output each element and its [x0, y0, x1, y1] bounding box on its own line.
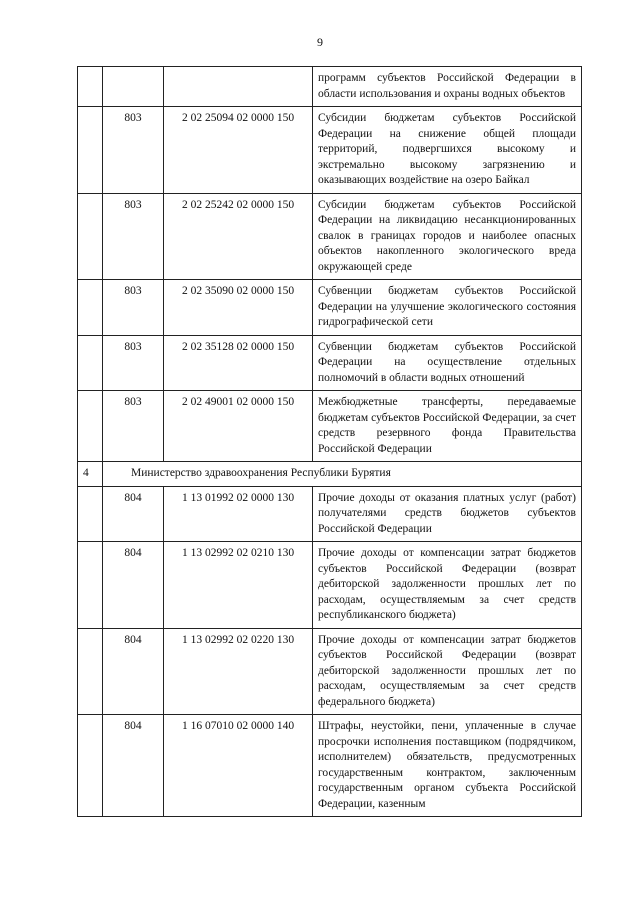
- table-body: [78, 67, 582, 817]
- budget-code-cell: 2 02 49001 02 0000 150: [164, 391, 313, 462]
- row-number-cell: [78, 335, 103, 391]
- income-name-cell: Субвенции бюджетам субъектов Российской Федерации на осуществление отдельных полномочий в области водных отношений: [313, 335, 582, 391]
- row-number-cell: [78, 193, 103, 280]
- table-row: [78, 107, 582, 194]
- section-number: 4: [78, 462, 103, 487]
- income-name-cell: программ субъектов Российской Федерации в области использования и охраны водных объектов: [313, 67, 582, 107]
- income-name-cell: Межбюджетные трансферты, передаваемые бюджетам субъектов Российской Федерации, за счет средств резервного фонда Правительства Российской Федерации: [313, 391, 582, 462]
- admin-code-cell: 803: [103, 280, 164, 336]
- row-number-cell: [78, 391, 103, 462]
- income-name-cell: Субсидии бюджетам субъектов Российской Федерации на снижение общей площади территорий, подвергшихся высокому и экстремально высокому загрязнению и оказывающих воздействие на озеро Байкал: [313, 107, 582, 194]
- table-row: [78, 628, 582, 715]
- row-number-cell: [78, 542, 103, 629]
- row-number-cell: [78, 628, 103, 715]
- row-number-cell: [78, 107, 103, 194]
- budget-code-cell: 1 13 01992 02 0000 130: [164, 486, 313, 542]
- row-number-cell: [78, 67, 103, 107]
- table-row: [78, 280, 582, 336]
- table-row: [78, 391, 582, 462]
- budget-code-cell: 2 02 35090 02 0000 150: [164, 280, 313, 336]
- table-row: [78, 486, 582, 542]
- table-row: [78, 193, 582, 280]
- admin-code-cell: 803: [103, 107, 164, 194]
- budget-code-cell: [164, 67, 313, 107]
- budget-code-cell: 1 16 07010 02 0000 140: [164, 715, 313, 817]
- table-row: [78, 67, 582, 107]
- admin-code-cell: 804: [103, 628, 164, 715]
- admin-code-cell: 804: [103, 486, 164, 542]
- income-name-cell: Прочие доходы от компенсации затрат бюджетов субъектов Российской Федерации (возврат дебиторской задолженности прошлых лет по расходам, осуществляемым за счет средств федерального бюджета): [313, 628, 582, 715]
- income-name-cell: Субвенции бюджетам субъектов Российской Федерации на улучшение экологического состояния гидрографической сети: [313, 280, 582, 336]
- row-number-cell: [78, 715, 103, 817]
- budget-code-cell: 2 02 35128 02 0000 150: [164, 335, 313, 391]
- page-number: 9: [317, 35, 323, 49]
- revenue-codes-table: [77, 66, 582, 817]
- admin-code-cell: 804: [103, 715, 164, 817]
- section-title: Министерство здравоохранения Республики Бурятия: [103, 462, 582, 487]
- table-row: [78, 542, 582, 629]
- section-row: [78, 462, 582, 487]
- admin-code-cell: 803: [103, 193, 164, 280]
- budget-code-cell: 1 13 02992 02 0210 130: [164, 542, 313, 629]
- admin-code-cell: [103, 67, 164, 107]
- admin-code-cell: 804: [103, 542, 164, 629]
- budget-code-cell: 1 13 02992 02 0220 130: [164, 628, 313, 715]
- table-row: [78, 335, 582, 391]
- admin-code-cell: 803: [103, 335, 164, 391]
- table-row: [78, 715, 582, 817]
- income-name-cell: Штрафы, неустойки, пени, уплаченные в случае просрочки исполнения поставщиком (подрядчиком, исполнителем) обязательств, предусмотренных государственным контрактом, заключенным государственным органом субъекта Российской Федерации, казенным: [313, 715, 582, 817]
- row-number-cell: [78, 486, 103, 542]
- income-name-cell: Прочие доходы от компенсации затрат бюджетов субъектов Российской Федерации (возврат дебиторской задолженности прошлых лет по расходам, осуществляемым за счет средств республиканского бюджета): [313, 542, 582, 629]
- income-name-cell: Субсидии бюджетам субъектов Российской Федерации на ликвидацию несанкционированных свалок в границах городов и наиболее опасных объектов накопленного экологического вреда окружающей среде: [313, 193, 582, 280]
- budget-code-cell: 2 02 25094 02 0000 150: [164, 107, 313, 194]
- income-name-cell: Прочие доходы от оказания платных услуг (работ) получателями средств бюджетов субъектов Российской Федерации: [313, 486, 582, 542]
- budget-code-cell: 2 02 25242 02 0000 150: [164, 193, 313, 280]
- admin-code-cell: 803: [103, 391, 164, 462]
- row-number-cell: [78, 280, 103, 336]
